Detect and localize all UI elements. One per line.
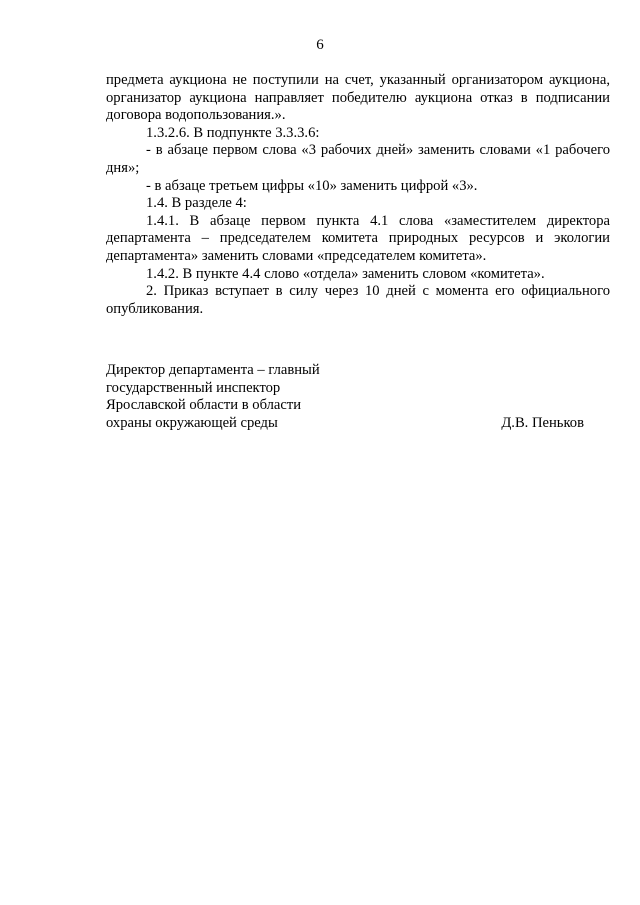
signatory-title-line: Директор департамента – главный bbox=[106, 362, 320, 378]
paragraph: 1.4.1. В абзаце первом пункта 4.1 слова «заместителем директора департамента – председателем комитета природных ресурсов и экологии департамента» заменить словами «председателем комитета». bbox=[106, 212, 610, 264]
signature-row bbox=[106, 415, 584, 433]
paragraph: 1.4. В разделе 4: bbox=[146, 195, 247, 212]
paragraph: - в абзаце третьем цифры «10» заменить цифрой «3». bbox=[146, 177, 478, 194]
signatory-title-line: государственный инспектор bbox=[106, 379, 281, 396]
paragraph: 1.4.2. В пункте 4.4 слово «отдела» заменить словом «комитета». bbox=[146, 265, 545, 282]
page-number: 6 bbox=[316, 37, 324, 53]
document-body bbox=[106, 72, 610, 318]
signatory-title-line: Ярославской области в области bbox=[106, 397, 302, 414]
signature-block bbox=[106, 362, 584, 432]
paragraph: - в абзаце первом слова «3 рабочих дней» заменить словами «1 рабочего дня»; bbox=[106, 142, 610, 176]
paragraph: предмета аукциона не поступили на счет, указанный организатором аукциона, организатор аукциона направляет победителю аукциона отказ в подписании договора водопользования.». bbox=[106, 72, 610, 124]
signatory-name: Д.В. Пеньков bbox=[501, 414, 584, 431]
paragraph: 2. Приказ вступает в силу через 10 дней с момента его официального опубликования. bbox=[106, 283, 610, 317]
signatory-title-line: охраны окружающей среды bbox=[106, 414, 278, 431]
paragraph: 1.3.2.6. В подпункте 3.3.3.6: bbox=[146, 124, 320, 141]
